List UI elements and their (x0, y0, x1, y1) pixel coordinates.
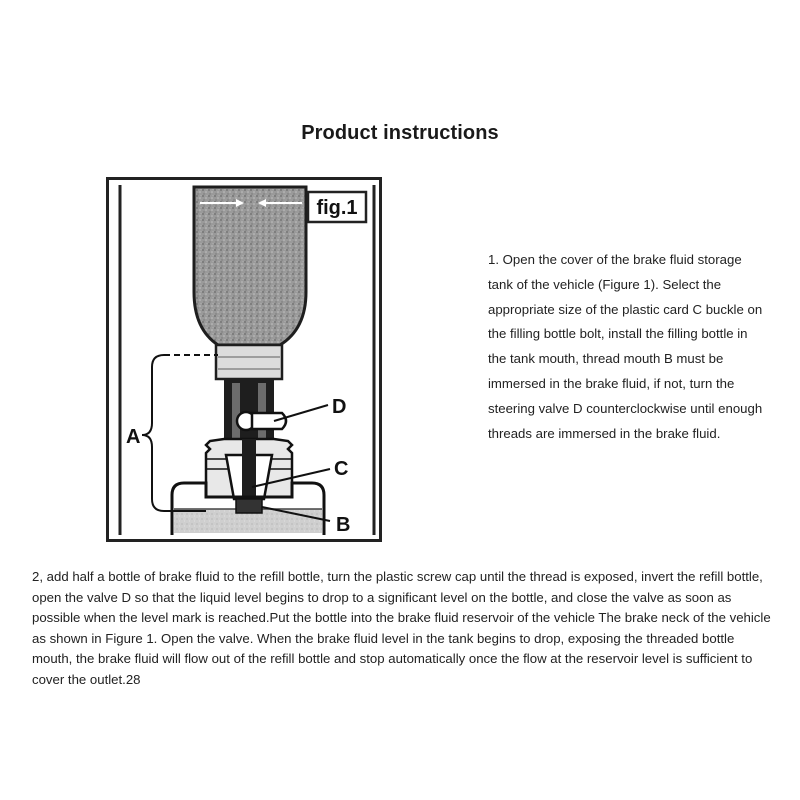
step-2-instructions: 2, add half a bottle of brake fluid to the refill bottle, turn the plastic screw cap until the thread is exposed, invert the refill bottle, open the valve D so that the liquid level begins to drop to a significant level on the bottle, and close the valve as soon as possible when the level mark is reached.Put the bottle into the brake fluid reservoir of the vehicle The brake neck of the vehicle as shown in Figure 1. Open the valve. When the brake fluid level in the tank begins to drop, exposing the threaded bottle mouth, the brake fluid will flow out of the refill bottle and stop automatically once the flow at the reservoir level is sufficient to cover the outlet.28 (32, 569, 771, 687)
figure-1-diagram (106, 177, 382, 542)
label-a: A (126, 426, 141, 448)
label-b: B (336, 514, 351, 536)
label-d: D (332, 396, 347, 418)
refill-bottle (194, 187, 306, 345)
step-1-instructions: 1. Open the cover of the brake fluid storage tank of the vehicle (Figure 1). Select the appropriate size of the plastic card C buckle on the filling bottle bolt, install the filling bottle in the tank mouth, thread mouth B must be immersed in the brake fluid, if not, turn the steering valve D counterclockwise until enough threads are immersed in the brake fluid. (488, 252, 763, 441)
page-title: Product instructions (301, 122, 499, 144)
label-c: C (334, 458, 349, 480)
thread-mouth-b (236, 499, 262, 513)
figure-label: fig.1 (316, 197, 358, 219)
